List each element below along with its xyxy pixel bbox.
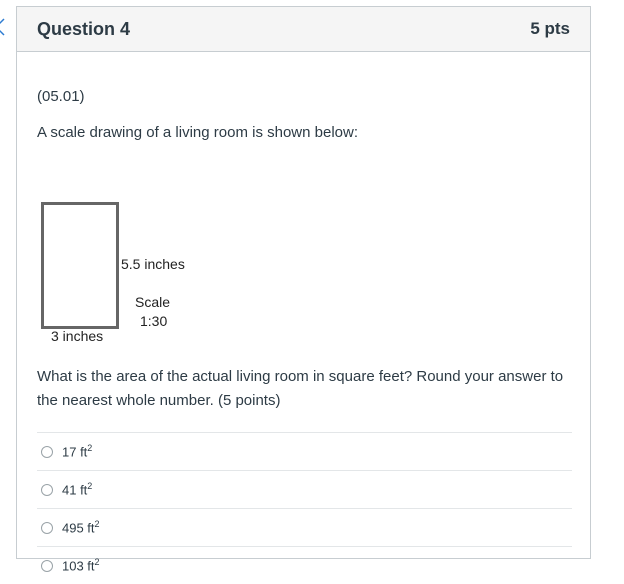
radio-button[interactable]	[41, 560, 53, 572]
answer-option[interactable]	[37, 546, 572, 584]
radio-button[interactable]	[41, 446, 53, 458]
height-dimension-label: 5.5 inches	[121, 256, 185, 272]
scale-value: 1:30	[140, 313, 168, 329]
question-code: (05.01)	[37, 88, 85, 105]
answer-label: 17 $ft^2$	[62, 443, 93, 460]
question-title: Question 4	[37, 18, 131, 39]
question-points: 5 pts	[530, 19, 570, 38]
answer-option[interactable]	[37, 432, 572, 470]
width-dimension-label: 3 inches	[51, 328, 104, 344]
scale-label: Scale	[135, 294, 171, 310]
question-prompt: What is the area of the actual living room in square feet? Round your answer to the nearest whole number. (5 points)	[37, 368, 564, 409]
answer-option[interactable]	[37, 508, 572, 546]
question-intro: A scale drawing of a living room is shown below:	[37, 124, 358, 141]
radio-button[interactable]	[41, 484, 53, 496]
answer-option[interactable]	[37, 470, 572, 508]
answer-label: 495 $ft^2$	[62, 519, 100, 536]
scale-drawing	[37, 202, 237, 352]
answer-label: 41 $ft^2$	[62, 481, 93, 498]
question-card	[16, 6, 591, 574]
question-header	[17, 7, 590, 52]
answer-options	[37, 432, 572, 584]
answer-label: 103 $ft^2$	[62, 557, 100, 574]
chevron-left-icon	[0, 17, 6, 37]
living-room-rectangle	[41, 202, 119, 329]
radio-button[interactable]	[41, 522, 53, 534]
